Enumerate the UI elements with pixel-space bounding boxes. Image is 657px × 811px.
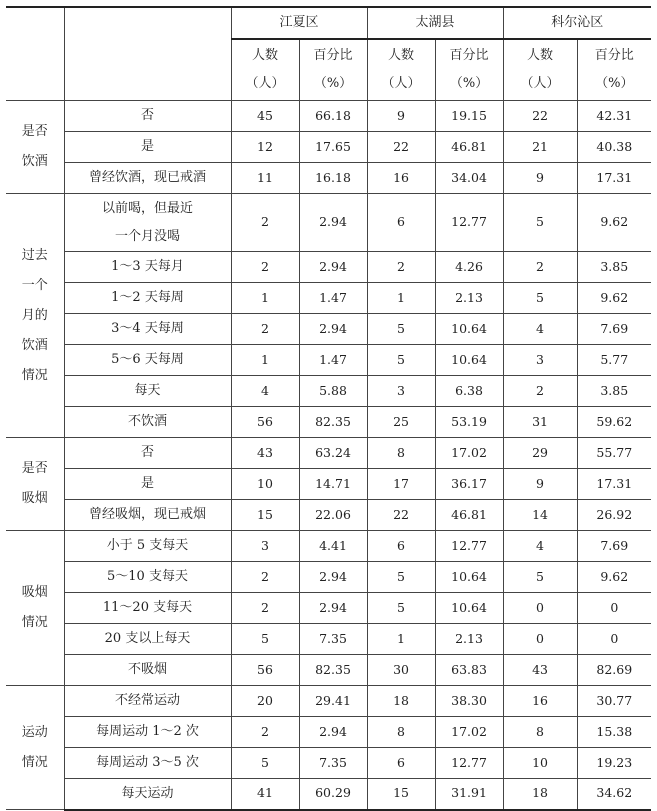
table-row xyxy=(6,252,651,283)
category-label-line: 一个 xyxy=(21,277,48,293)
category-label-line: 饮酒 xyxy=(21,154,48,169)
category-label-line: 情况 xyxy=(21,367,48,383)
item-label-cell xyxy=(64,500,231,531)
item-label-line: 每天运动 xyxy=(121,785,174,801)
drinking-smoking-exercise-table xyxy=(6,6,651,811)
percent-cell: 7.69 xyxy=(577,531,651,562)
table-row xyxy=(6,469,651,500)
percent-cell: 63.24 xyxy=(299,438,367,469)
table-row xyxy=(6,624,651,655)
table-row xyxy=(6,314,651,345)
table-row xyxy=(6,748,651,779)
percent-cell: 59.62 xyxy=(577,407,651,438)
category-cell xyxy=(6,686,64,810)
table-row xyxy=(6,101,651,132)
count-cell: 5 xyxy=(231,748,299,779)
percent-cell: 17.31 xyxy=(577,163,651,194)
table-row xyxy=(6,376,651,407)
percent-cell: 3.85 xyxy=(577,376,651,407)
count-cell: 2 xyxy=(231,314,299,345)
header-percent-unit: （%） xyxy=(449,76,489,91)
header-percent-label: 百分比 xyxy=(594,48,634,63)
percent-cell: 60.29 xyxy=(299,779,367,810)
count-cell: 5 xyxy=(503,283,577,314)
count-cell: 12 xyxy=(231,132,299,163)
item-label-cell xyxy=(64,283,231,314)
table-row xyxy=(6,283,651,314)
percent-cell: 2.13 xyxy=(435,624,503,655)
count-cell: 17 xyxy=(367,469,435,500)
count-cell: 6 xyxy=(367,748,435,779)
percent-cell: 40.38 xyxy=(577,132,651,163)
table-row xyxy=(6,132,651,163)
count-cell: 2 xyxy=(367,252,435,283)
percent-cell: 12.77 xyxy=(435,748,503,779)
item-label-line: 曾经吸烟，现已戒烟 xyxy=(88,507,206,523)
count-cell: 4 xyxy=(503,314,577,345)
header-percent-label: 百分比 xyxy=(449,48,489,63)
count-cell: 5 xyxy=(367,593,435,624)
table-row xyxy=(6,717,651,748)
category-cell xyxy=(6,101,64,194)
category-cell xyxy=(6,194,64,438)
item-label-line: 不经常运动 xyxy=(114,693,180,709)
percent-cell: 2.94 xyxy=(299,314,367,345)
count-cell: 21 xyxy=(503,132,577,163)
item-label-line: 每周运动 1～2 次 xyxy=(96,724,199,740)
count-cell: 31 xyxy=(503,407,577,438)
item-label-cell xyxy=(64,132,231,163)
count-cell: 11 xyxy=(231,163,299,194)
percent-cell: 2.94 xyxy=(299,252,367,283)
item-label-cell xyxy=(64,748,231,779)
category-label-line: 饮酒 xyxy=(21,337,48,353)
count-cell: 20 xyxy=(231,686,299,717)
count-cell: 2 xyxy=(231,593,299,624)
count-cell: 16 xyxy=(367,163,435,194)
count-cell: 8 xyxy=(503,717,577,748)
percent-cell: 6.38 xyxy=(435,376,503,407)
header-count-unit: （人） xyxy=(245,76,285,91)
percent-cell: 63.83 xyxy=(435,655,503,686)
item-label-cell xyxy=(64,531,231,562)
percent-cell: 4.26 xyxy=(435,252,503,283)
item-label-line: 5～10 支每天 xyxy=(107,569,188,585)
item-label-line: 曾经饮酒，现已戒酒 xyxy=(88,170,206,186)
header-region-horqin: 科尔沁区 xyxy=(503,7,651,39)
count-cell: 2 xyxy=(231,717,299,748)
percent-cell: 31.91 xyxy=(435,779,503,810)
category-cell xyxy=(6,531,64,686)
count-cell: 43 xyxy=(503,655,577,686)
percent-cell: 2.13 xyxy=(435,283,503,314)
category-label-line: 情况 xyxy=(21,615,48,630)
count-cell: 0 xyxy=(503,624,577,655)
count-cell: 25 xyxy=(367,407,435,438)
header-count-label: 人数 xyxy=(388,48,415,63)
count-cell: 2 xyxy=(503,376,577,407)
header-percent-label: 百分比 xyxy=(313,48,353,63)
percent-cell: 14.71 xyxy=(299,469,367,500)
item-label-line: 是 xyxy=(140,139,154,155)
item-label-line: 一个月没喝 xyxy=(114,228,180,244)
item-label-line: 3～4 天每周 xyxy=(111,321,184,337)
item-label-cell xyxy=(64,314,231,345)
percent-cell: 36.17 xyxy=(435,469,503,500)
percent-cell: 15.38 xyxy=(577,717,651,748)
header-count xyxy=(231,39,299,101)
item-label-cell xyxy=(64,252,231,283)
survey-table-container xyxy=(6,6,651,811)
percent-cell: 66.18 xyxy=(299,101,367,132)
item-label-cell xyxy=(64,779,231,810)
item-label-cell xyxy=(64,655,231,686)
count-cell: 56 xyxy=(231,407,299,438)
count-cell: 4 xyxy=(503,531,577,562)
percent-cell: 1.47 xyxy=(299,345,367,376)
count-cell: 5 xyxy=(503,194,577,252)
header-count-unit: （人） xyxy=(381,76,421,91)
count-cell: 16 xyxy=(503,686,577,717)
percent-cell: 19.23 xyxy=(577,748,651,779)
percent-cell: 2.94 xyxy=(299,194,367,252)
percent-cell: 0 xyxy=(577,624,651,655)
percent-cell: 7.69 xyxy=(577,314,651,345)
header-percent xyxy=(435,39,503,101)
item-label-cell xyxy=(64,593,231,624)
percent-cell: 5.77 xyxy=(577,345,651,376)
percent-cell: 10.64 xyxy=(435,593,503,624)
percent-cell: 5.88 xyxy=(299,376,367,407)
header-count xyxy=(367,39,435,101)
count-cell: 29 xyxy=(503,438,577,469)
percent-cell: 55.77 xyxy=(577,438,651,469)
count-cell: 10 xyxy=(231,469,299,500)
count-cell: 8 xyxy=(367,438,435,469)
table-header xyxy=(6,7,651,101)
header-item-blank xyxy=(64,7,231,101)
percent-cell: 30.77 xyxy=(577,686,651,717)
count-cell: 2 xyxy=(231,194,299,252)
item-label-line: 20 支以上每天 xyxy=(104,631,191,647)
header-category-blank xyxy=(6,7,64,101)
header-region-taihu: 太湖县 xyxy=(367,7,503,39)
table-row xyxy=(6,345,651,376)
count-cell: 1 xyxy=(367,283,435,314)
percent-cell: 17.65 xyxy=(299,132,367,163)
header-percent-unit: （%） xyxy=(595,76,634,91)
percent-cell: 82.35 xyxy=(299,407,367,438)
category-label-line: 吸烟 xyxy=(21,585,48,600)
count-cell: 10 xyxy=(503,748,577,779)
table-row xyxy=(6,655,651,686)
count-cell: 6 xyxy=(367,194,435,252)
header-percent-unit: （%） xyxy=(313,76,353,91)
percent-cell: 38.30 xyxy=(435,686,503,717)
category-cell xyxy=(6,438,64,531)
count-cell: 5 xyxy=(367,314,435,345)
percent-cell: 22.06 xyxy=(299,500,367,531)
header-percent xyxy=(577,39,651,101)
percent-cell: 17.02 xyxy=(435,717,503,748)
percent-cell: 46.81 xyxy=(435,132,503,163)
percent-cell: 12.77 xyxy=(435,531,503,562)
category-label-line: 是否 xyxy=(21,124,48,139)
count-cell: 2 xyxy=(231,252,299,283)
percent-cell: 1.47 xyxy=(299,283,367,314)
table-row xyxy=(6,562,651,593)
category-label-line: 是否 xyxy=(21,461,48,476)
category-label-line: 吸烟 xyxy=(21,491,48,506)
percent-cell: 34.04 xyxy=(435,163,503,194)
percent-cell: 7.35 xyxy=(299,748,367,779)
item-label-line: 否 xyxy=(140,108,154,124)
item-label-line: 否 xyxy=(140,445,154,461)
item-label-cell xyxy=(64,686,231,717)
count-cell: 15 xyxy=(367,779,435,810)
item-label-cell xyxy=(64,163,231,194)
count-cell: 22 xyxy=(367,132,435,163)
header-count-label: 人数 xyxy=(527,48,554,63)
count-cell: 5 xyxy=(367,345,435,376)
item-label-cell xyxy=(64,345,231,376)
item-label-cell xyxy=(64,376,231,407)
percent-cell: 4.41 xyxy=(299,531,367,562)
header-count xyxy=(503,39,577,101)
count-cell: 3 xyxy=(503,345,577,376)
item-label-cell xyxy=(64,438,231,469)
item-label-line: 不饮酒 xyxy=(127,414,167,430)
category-label-line: 月的 xyxy=(21,307,48,323)
item-label-line: 1～2 天每周 xyxy=(111,290,184,306)
table-row xyxy=(6,500,651,531)
table-row xyxy=(6,531,651,562)
category-label-line: 运动 xyxy=(21,724,48,740)
count-cell: 43 xyxy=(231,438,299,469)
percent-cell: 10.64 xyxy=(435,345,503,376)
percent-cell: 10.64 xyxy=(435,314,503,345)
item-label-line: 以前喝，但最近 xyxy=(101,200,193,216)
percent-cell: 19.15 xyxy=(435,101,503,132)
count-cell: 2 xyxy=(231,562,299,593)
count-cell: 22 xyxy=(367,500,435,531)
table-row xyxy=(6,407,651,438)
table-body xyxy=(6,101,651,810)
count-cell: 18 xyxy=(503,779,577,810)
count-cell: 22 xyxy=(503,101,577,132)
count-cell: 41 xyxy=(231,779,299,810)
percent-cell: 16.18 xyxy=(299,163,367,194)
item-label-line: 每周运动 3～5 次 xyxy=(96,755,199,771)
percent-cell: 42.31 xyxy=(577,101,651,132)
count-cell: 45 xyxy=(231,101,299,132)
count-cell: 5 xyxy=(231,624,299,655)
table-row xyxy=(6,779,651,810)
percent-cell: 46.81 xyxy=(435,500,503,531)
percent-cell: 0 xyxy=(577,593,651,624)
percent-cell: 10.64 xyxy=(435,562,503,593)
percent-cell: 82.69 xyxy=(577,655,651,686)
count-cell: 5 xyxy=(503,562,577,593)
percent-cell: 82.35 xyxy=(299,655,367,686)
item-label-line: 是 xyxy=(140,476,154,492)
percent-cell: 9.62 xyxy=(577,194,651,252)
percent-cell: 17.31 xyxy=(577,469,651,500)
item-label-cell xyxy=(64,194,231,252)
count-cell: 30 xyxy=(367,655,435,686)
item-label-line: 11～20 支每天 xyxy=(102,600,193,616)
item-label-cell xyxy=(64,101,231,132)
category-label-line: 情况 xyxy=(21,754,48,770)
percent-cell: 9.62 xyxy=(577,283,651,314)
count-cell: 0 xyxy=(503,593,577,624)
count-cell: 2 xyxy=(503,252,577,283)
item-label-cell xyxy=(64,624,231,655)
percent-cell: 53.19 xyxy=(435,407,503,438)
count-cell: 56 xyxy=(231,655,299,686)
percent-cell: 9.62 xyxy=(577,562,651,593)
header-count-unit: （人） xyxy=(520,76,560,91)
category-label-line: 过去 xyxy=(21,247,48,263)
percent-cell: 3.85 xyxy=(577,252,651,283)
count-cell: 14 xyxy=(503,500,577,531)
count-cell: 9 xyxy=(503,163,577,194)
percent-cell: 2.94 xyxy=(299,562,367,593)
item-label-line: 小于 5 支每天 xyxy=(106,538,189,554)
count-cell: 3 xyxy=(231,531,299,562)
percent-cell: 34.62 xyxy=(577,779,651,810)
percent-cell: 12.77 xyxy=(435,194,503,252)
header-region-jiangxia: 江夏区 xyxy=(231,7,367,39)
table-row xyxy=(6,686,651,717)
count-cell: 4 xyxy=(231,376,299,407)
percent-cell: 26.92 xyxy=(577,500,651,531)
item-label-line: 1～3 天每月 xyxy=(111,259,184,275)
count-cell: 9 xyxy=(503,469,577,500)
count-cell: 6 xyxy=(367,531,435,562)
table-row xyxy=(6,163,651,194)
count-cell: 8 xyxy=(367,717,435,748)
item-label-line: 每天 xyxy=(134,383,161,399)
count-cell: 5 xyxy=(367,562,435,593)
table-row xyxy=(6,194,651,252)
percent-cell: 17.02 xyxy=(435,438,503,469)
percent-cell: 7.35 xyxy=(299,624,367,655)
percent-cell: 2.94 xyxy=(299,717,367,748)
count-cell: 1 xyxy=(231,345,299,376)
item-label-line: 不吸烟 xyxy=(127,662,167,678)
count-cell: 3 xyxy=(367,376,435,407)
item-label-line: 5～6 天每周 xyxy=(111,352,184,368)
count-cell: 9 xyxy=(367,101,435,132)
table-row xyxy=(6,438,651,469)
count-cell: 1 xyxy=(231,283,299,314)
percent-cell: 2.94 xyxy=(299,593,367,624)
percent-cell: 29.41 xyxy=(299,686,367,717)
count-cell: 18 xyxy=(367,686,435,717)
count-cell: 1 xyxy=(367,624,435,655)
item-label-cell xyxy=(64,562,231,593)
item-label-cell xyxy=(64,469,231,500)
item-label-cell xyxy=(64,407,231,438)
table-row xyxy=(6,593,651,624)
header-percent xyxy=(299,39,367,101)
item-label-cell xyxy=(64,717,231,748)
count-cell: 15 xyxy=(231,500,299,531)
header-count-label: 人数 xyxy=(251,48,278,63)
